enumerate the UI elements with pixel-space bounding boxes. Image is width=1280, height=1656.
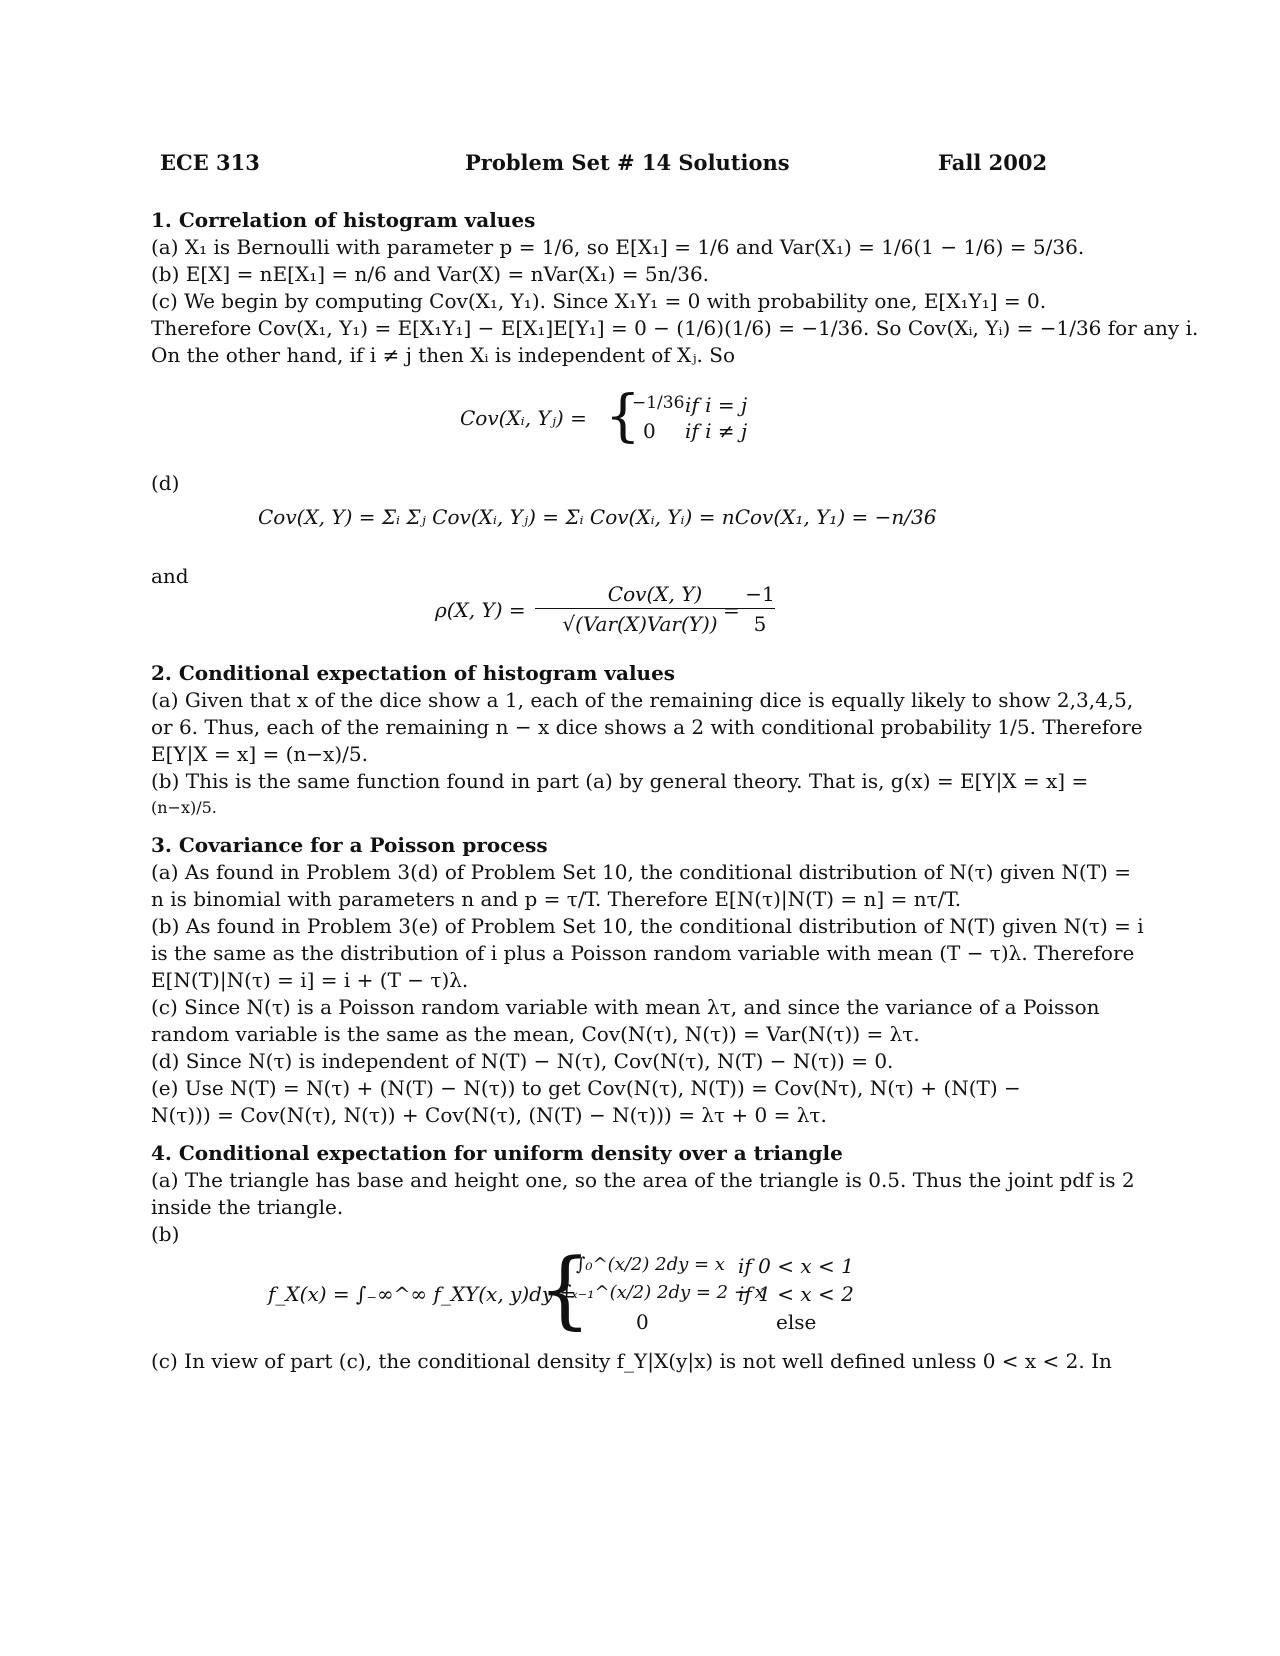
rho-result-bar — [745, 608, 775, 609]
s3-part-b-line1: (b) As found in Problem 3(e) of Problem Set 10, the conditional distribution of N(T) given N(τ) = i — [151, 914, 1144, 938]
s3-part-a-line2: n is binomial with parameters n and p = τ/T. Therefore E[N(τ)|N(T) = n] = nτ/T. — [151, 887, 962, 911]
s4-part-a-line1: (a) The triangle has base and height one, so the area of the triangle is 0.5. Thus the joint pdf is 2 — [151, 1168, 1135, 1192]
fx-case3-condition: else — [776, 1310, 817, 1334]
course-code: ECE 313 — [160, 150, 260, 175]
s1-part-d-label: (d) — [151, 471, 180, 495]
s2-part-b-line2: (n−x)/5. — [151, 798, 217, 817]
cov-case2-value: 0 — [643, 419, 656, 443]
rho-lhs: ρ(X, Y) = — [435, 598, 526, 622]
document-title: Problem Set # 14 Solutions — [465, 150, 790, 175]
fx-lhs: f_X(x) = ∫₋∞^∞ f_XY(x, y)dy = — [268, 1282, 577, 1306]
s2-part-a-line1: (a) Given that x of the dice show a 1, each of the remaining dice is equally likely to show 2,3,4,5, — [151, 688, 1134, 712]
cov-cases-lhs: Cov(Xᵢ, Yⱼ) = — [460, 406, 587, 430]
s3-part-c-line1: (c) Since N(τ) is a Poisson random variable with mean λτ, and since the variance of a Poisson — [151, 995, 1100, 1019]
fx-case2-value: ∫ₓ₋₁^(x/2) 2dy = 2 − x — [562, 1282, 765, 1303]
left-brace: { — [605, 384, 641, 449]
section-1-title: 1. Correlation of histogram values — [151, 208, 536, 232]
fx-case2-condition: if 1 < x < 2 — [738, 1282, 854, 1306]
s1-part-c-line1: (c) We begin by computing Cov(X₁, Y₁). Since X₁Y₁ = 0 with probability one, E[X₁Y₁] = 0. — [151, 289, 1047, 313]
s4-part-b-label: (b) — [151, 1222, 180, 1246]
rho-equals: = — [723, 598, 740, 622]
left-brace-large: { — [538, 1240, 592, 1338]
rho-result-numerator: −1 — [745, 582, 775, 606]
cov-case1-condition: if i = j — [685, 393, 748, 417]
s3-part-b-line3: E[N(T)|N(τ) = i] = i + (T − τ)λ. — [151, 968, 469, 992]
s1-part-a: (a) X₁ is Bernoulli with parameter p = 1/6, so E[X₁] = 1/6 and Var(X₁) = 1/6(1 − 1/6) = 5/36. — [151, 235, 1085, 259]
s4-part-a-line2: inside the triangle. — [151, 1195, 344, 1219]
s3-part-a-line1: (a) As found in Problem 3(d) of Problem Set 10, the conditional distribution of N(τ) given N(T) = — [151, 860, 1131, 884]
s4-part-c-line1: (c) In view of part (c), the conditional density f_Y|X(y|x) is not well defined unless 0 < x < 2. In — [151, 1349, 1112, 1373]
rho-denominator: √(Var(X)Var(Y)) — [562, 612, 718, 636]
s3-part-e-line2: N(τ))) = Cov(N(τ), N(τ)) + Cov(N(τ), (N(T) − N(τ))) = λτ + 0 = λτ. — [151, 1103, 827, 1127]
fx-case1-value: ∫₀^(x/2) 2dy = x — [576, 1254, 725, 1275]
rho-numerator: Cov(X, Y) — [607, 582, 703, 606]
s3-part-e-line1: (e) Use N(T) = N(τ) + (N(T) − N(τ)) to get Cov(N(τ), N(T)) = Cov(Nτ), N(τ) + (N(T) − — [151, 1076, 1021, 1100]
section-4-title: 4. Conditional expectation for uniform density over a triangle — [151, 1141, 843, 1165]
term: Fall 2002 — [938, 150, 1048, 175]
s3-part-d-line1: (d) Since N(τ) is independent of N(T) − N(τ), Cov(N(τ), N(T) − N(τ)) = 0. — [151, 1049, 894, 1073]
s3-part-b-line2: is the same as the distribution of i plus a Poisson random variable with mean (T − τ)λ. Therefore — [151, 941, 1135, 965]
rho-fraction-bar — [535, 608, 745, 609]
fx-case3-value: 0 — [636, 1310, 649, 1334]
fx-case1-condition: if 0 < x < 1 — [738, 1254, 854, 1278]
cov-sum-equation: Cov(X, Y) = Σᵢ Σⱼ Cov(Xᵢ, Yⱼ) = Σᵢ Cov(Xᵢ, Yᵢ) = nCov(X₁, Y₁) = −n/36 — [258, 505, 937, 529]
s2-part-a-line3: E[Y|X = x] = (n−x)/5. — [151, 742, 368, 766]
and-label: and — [151, 564, 189, 588]
cov-case1-value: −1/36 — [632, 393, 685, 413]
cov-case2-condition: if i ≠ j — [685, 419, 748, 443]
s1-part-d-equation — [258, 505, 936, 529]
s2-part-a-line2: or 6. Thus, each of the remaining n − x dice shows a 2 with conditional probability 1/5. Therefore — [151, 715, 1143, 739]
s2-part-b-line1: (b) This is the same function found in part (a) by general theory. That is, g(x) = E[Y|X = x] = — [151, 769, 1089, 793]
s3-part-c-line2: random variable is the same as the mean, Cov(N(τ), N(τ)) = Var(N(τ)) = λτ. — [151, 1022, 920, 1046]
s1-part-c-line3: On the other hand, if i ≠ j then Xᵢ is independent of Xⱼ. So — [151, 343, 736, 367]
s1-part-b: (b) E[X] = nE[X₁] = n/6 and Var(X) = nVar(X₁) = 5n/36. — [151, 262, 710, 286]
section-3-title: 3. Covariance for a Poisson process — [151, 833, 548, 857]
section-2-title: 2. Conditional expectation of histogram values — [151, 661, 676, 685]
s1-part-c-line2: Therefore Cov(X₁, Y₁) = E[X₁Y₁] − E[X₁]E[Y₁] = 0 − (1/6)(1/6) = −1/36. So Cov(Xᵢ, Yᵢ) = −1/36 for any i. — [151, 316, 1199, 340]
rho-result-denominator: 5 — [753, 612, 767, 636]
